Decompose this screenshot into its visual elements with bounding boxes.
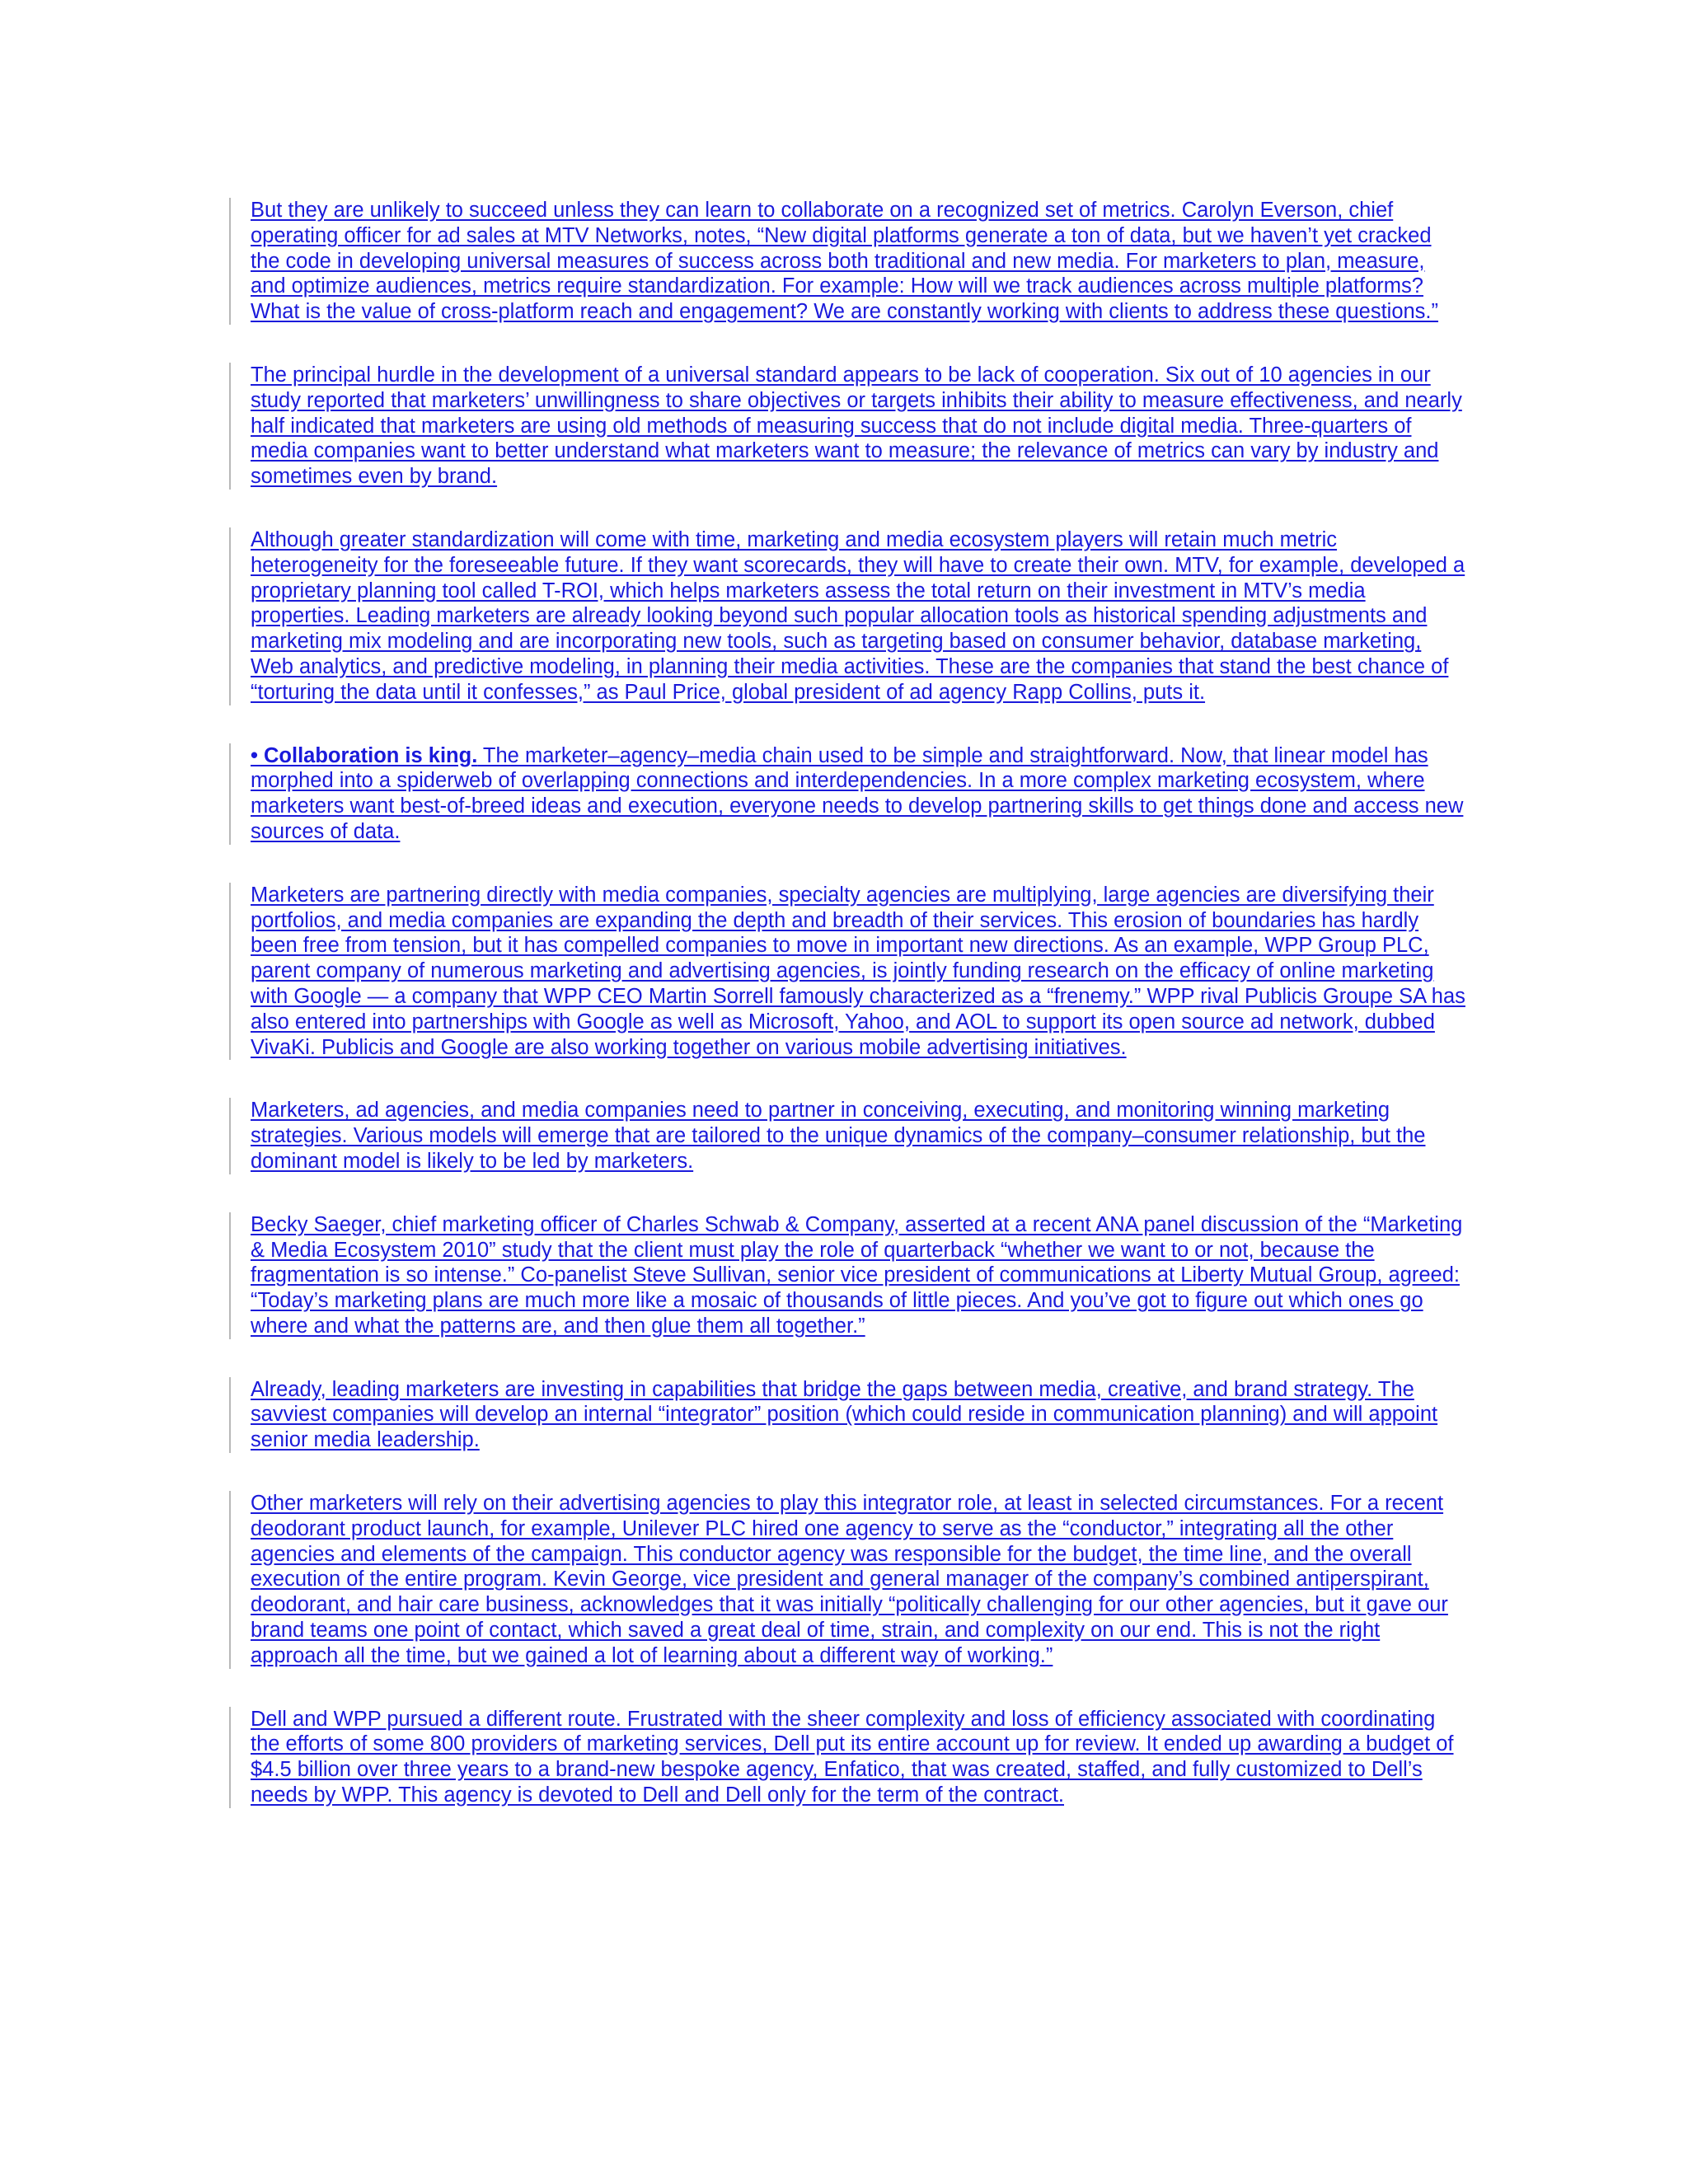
paragraph-text[interactable] [251, 743, 1465, 845]
paragraph-5 [229, 883, 1465, 1061]
paragraph-10 [229, 1707, 1465, 1808]
paragraph-text[interactable]: Becky Saeger, chief marketing officer of Charles Schwab & Company, asserted at a recent ANA panel discussion of the “Marketing & Media Ecosystem 2010” study that the client must play the role of quarterback “whether we want to or not, because the fragmentation is so intense.” Co-panelist Steve Sullivan, senior vice president of communications at Liberty Mutual Group, agreed: “Today’s marketing plans are much more like a mosaic of thousands of little pieces. And you’ve got to figure out which ones go where and what the patterns are, and then glue them all together.” [251, 1212, 1463, 1338]
document-body [229, 198, 1465, 1846]
paragraph-text[interactable]: Already, leading marketers are investing in capabilities that bridge the gaps between media, creative, and brand strategy. The savviest companies will develop an internal “integrator” position (which could reside in communication planning) and will appoint senior media leadership. [251, 1377, 1438, 1452]
paragraph-text[interactable]: Although greater standardization will come with time, marketing and media ecosystem players will retain much metric heterogeneity for the foreseeable future. If they want scorecards, they will have to create their own. MTV, for example, developed a proprietary planning tool called T-ROI, which helps marketers assess the total return on their investment in MTV’s media properties. Leading marketers are already looking beyond such popular allocation tools as historical spending adjustments and marketing mix modeling and are incorporating new tools, such as targeting based on consumer behavior, database marketing, Web analytics, and predictive modeling, in planning their media activities. These are the companies that stand the best chance of “torturing the data until it confesses,” as Paul Price, global president of ad agency Rapp Collins, puts it. [251, 527, 1465, 704]
paragraph-7 [229, 1212, 1465, 1339]
paragraph-8 [229, 1377, 1465, 1453]
paragraph-2 [229, 363, 1465, 490]
paragraph-text[interactable]: The principal hurdle in the development of a universal standard appears to be lack of cooperation. Six out of 10 agencies in our study reported that marketers’ unwillingness to share objectives or targets inhibits their ability to measure effectiveness, and nearly half indicated that marketers are using old methods of measuring success that do not include digital media. Three-quarters of media companies want to better understand what marketers want to measure; the relevance of metrics can vary by industry and sometimes even by brand. [251, 363, 1462, 489]
paragraph-text[interactable]: Marketers are partnering directly with media companies, specialty agencies are multiplying, large agencies are diversifying their portfolios, and media companies are expanding the depth and breadth of their services. This erosion of boundaries has hardly been free from tension, but it has compelled companies to move in important new directions. As an example, WPP Group PLC, parent company of numerous marketing and advertising agencies, is jointly funding research on the efficacy of online marketing with Google — a company that WPP CEO Martin Sorrell famously characterized as a “frenemy.” WPP rival Publicis Groupe SA has also entered into partnerships with Google as well as Microsoft, Yahoo, and AOL to support its open source ad network, dubbed VivaKi. Publicis and Google are also working together on various mobile advertising initiatives. [251, 883, 1465, 1059]
paragraph-6 [229, 1098, 1465, 1174]
paragraph-1 [229, 198, 1465, 325]
paragraph-text[interactable]: But they are unlikely to succeed unless they can learn to collaborate on a recognized set of metrics. Carolyn Everson, chief operating officer for ad sales at MTV Networks, notes, “New digital platforms generate a ton of data, but we haven’t yet cracked the code in developing universal measures of success across both traditional and new media. For marketers to plan, measure, and optimize audiences, metrics require standardization. For example: How will we track audiences across multiple platforms? What is the value of cross-platform reach and engagement? We are constantly working with clients to address these questions.” [251, 199, 1439, 324]
section-lead-heading: • Collaboration is king. [251, 743, 478, 767]
paragraph-text[interactable]: Dell and WPP pursued a different route. Frustrated with the sheer complexity and loss of efficiency associated with coordinating the efforts of some 800 providers of marketing services, Dell put its entire account up for review. It ended up awarding a budget of $4.5 billion over three years to a brand-new bespoke agency, Enfatico, that was created, staffed, and fully customized to Dell’s needs by WPP. This agency is devoted to Dell and Dell only for the term of the contract. [251, 1707, 1454, 1807]
paragraph-4 [229, 743, 1465, 845]
paragraph-3 [229, 527, 1465, 705]
paragraph-9 [229, 1491, 1465, 1669]
paragraph-text[interactable]: Other marketers will rely on their advertising agencies to play this integrator role, at least in selected circumstances. For a recent deodorant product launch, for example, Unilever PLC hired one agency to serve as the “conductor,” integrating all the other agencies and elements of the campaign. This conductor agency was responsible for the budget, the time line, and the overall execution of the entire program. Kevin George, vice president and general manager of the company’s combined antiperspirant, deodorant, and hair care business, acknowledges that it was initially “politically challenging for our other agencies, but it gave our brand teams one point of contact, which saved a great deal of time, strain, and complexity on our end. This is not the right approach all the time, but we gained a lot of learning about a different way of working.” [251, 1492, 1448, 1667]
paragraph-text[interactable]: Marketers, ad agencies, and media companies need to partner in conceiving, executing, and monitoring winning marketing strategies. Various models will emerge that are tailored to the unique dynamics of the company–consumer relationship, but the dominant model is likely to be led by marketers. [251, 1099, 1426, 1173]
paragraph-body: The marketer–agency–media chain used to be simple and straightforward. Now, that linear model has morphed into a spiderweb of overlapping connections and interdependencies. In a more complex marketing ecosystem, where marketers want best-of-breed ideas and execution, everyone needs to develop partnering skills to get things done and access new sources of data. [251, 743, 1464, 843]
